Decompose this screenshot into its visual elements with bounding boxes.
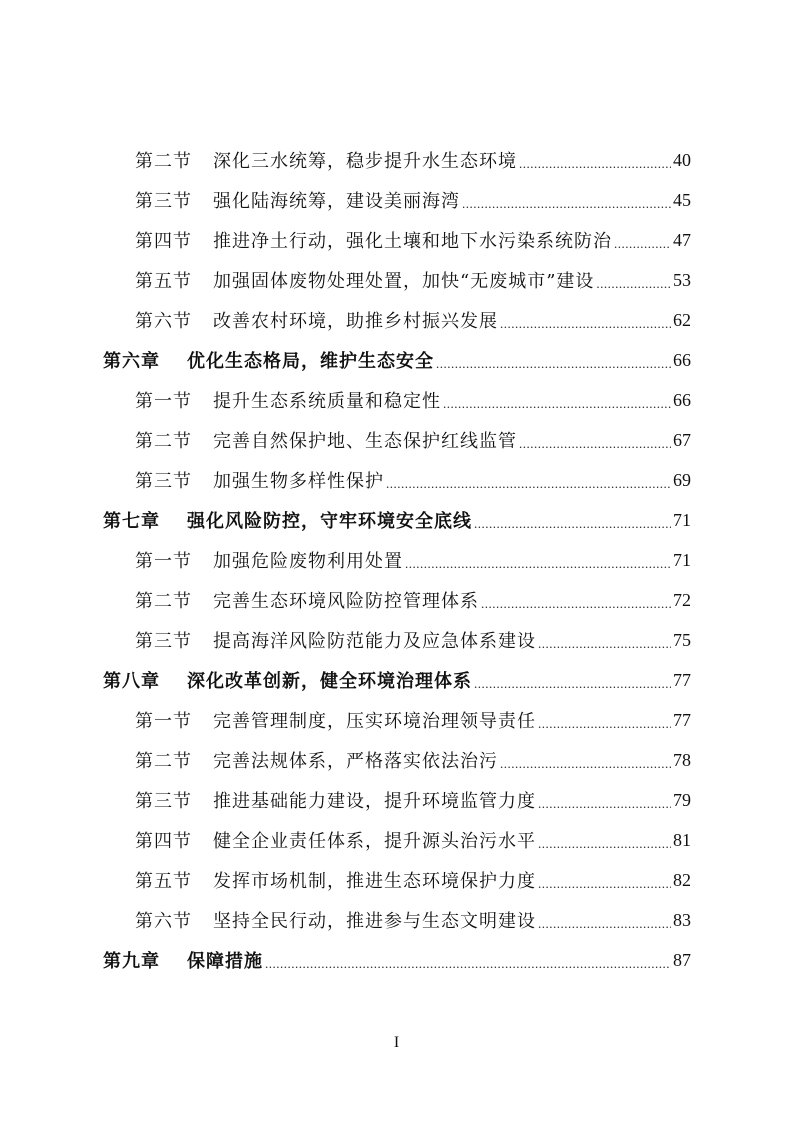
toc-entry-page: 83	[673, 909, 691, 930]
dot-leader	[405, 549, 671, 571]
toc-entry[interactable]	[135, 420, 691, 460]
toc-entry-title: 强化风险防控，守牢环境安全底线	[187, 511, 472, 532]
toc-entry-title: 改善农村环境，助推乡村振兴发展	[213, 311, 498, 332]
toc-entry-page: 82	[673, 869, 691, 890]
toc-entry-title: 加强危险废物利用处置	[213, 551, 403, 572]
toc-chapter-entry[interactable]	[103, 660, 691, 700]
toc-entry-page: 69	[673, 469, 691, 490]
toc-entry-page: 77	[673, 669, 691, 690]
toc-entry-number: 第一节	[135, 711, 192, 732]
dot-leader	[386, 469, 671, 491]
toc-entry-title: 坚持全民行动，推进参与生态文明建设	[213, 911, 536, 932]
toc-entry-title: 强化陆海统筹，建设美丽海湾	[213, 191, 460, 212]
dot-leader	[474, 509, 671, 531]
toc-entry-number: 第七章	[103, 511, 160, 532]
toc-entry-number: 第八章	[103, 671, 160, 692]
toc-entry[interactable]	[135, 620, 691, 660]
toc-entry[interactable]	[135, 180, 691, 220]
dot-leader	[596, 269, 671, 291]
toc-entry-title: 推进基础能力建设，提升环境监管力度	[213, 791, 536, 812]
toc-entry-title: 完善生态环境风险防控管理体系	[213, 591, 479, 612]
dot-leader	[481, 589, 671, 611]
toc-entry-page: 81	[673, 829, 691, 850]
toc-entry-title: 加强固体废物处理处置，加快“无废城市”建设	[213, 271, 595, 292]
toc-entry-number: 第六节	[135, 311, 192, 332]
toc-entry-page: 77	[673, 709, 691, 730]
toc-entry[interactable]	[135, 780, 691, 820]
dot-leader	[462, 189, 671, 211]
toc-entry[interactable]	[135, 580, 691, 620]
toc-entry-number: 第九章	[103, 951, 160, 972]
dot-leader	[538, 709, 671, 731]
toc-entry-number: 第二节	[135, 431, 192, 452]
toc-entry-number: 第二节	[135, 151, 192, 172]
toc-entry-title: 深化三水统筹，稳步提升水生态环境	[213, 151, 517, 172]
dot-leader	[265, 949, 671, 971]
toc-entry-title: 健全企业责任体系，提升源头治污水平	[213, 831, 536, 852]
dot-leader	[500, 309, 671, 331]
toc-entry-page: 66	[673, 349, 691, 370]
toc-entry-title: 深化改革创新，健全环境治理体系	[187, 671, 472, 692]
toc-entry-title: 完善管理制度，压实环境治理领导责任	[213, 711, 536, 732]
toc-entry-title: 完善自然保护地、生态保护红线监管	[213, 431, 517, 452]
toc-entry-page: 53	[673, 269, 691, 290]
toc-entry[interactable]	[135, 140, 691, 180]
dot-leader	[436, 349, 671, 371]
toc-entry-number: 第三节	[135, 191, 192, 212]
dot-leader	[474, 669, 671, 691]
toc-entry-title: 加强生物多样性保护	[213, 471, 384, 492]
toc-entry[interactable]	[135, 260, 691, 300]
toc-entry-number: 第六节	[135, 911, 192, 932]
toc-entry[interactable]	[135, 380, 691, 420]
toc-entry-title: 提升生态系统质量和稳定性	[213, 391, 441, 412]
toc-entry-number: 第三节	[135, 471, 192, 492]
toc-entry-page: 71	[673, 509, 691, 530]
toc-entry-number: 第二节	[135, 591, 192, 612]
toc-entry-page: 79	[673, 789, 691, 810]
toc-entry-page: 40	[673, 149, 691, 170]
toc-entry-page: 75	[673, 629, 691, 650]
toc-entry-title: 推进净土行动，强化土壤和地下水污染系统防治	[213, 231, 612, 252]
toc-entry-page: 45	[673, 189, 691, 210]
toc-entry-number: 第六章	[103, 351, 160, 372]
dot-leader	[614, 229, 671, 251]
toc-entry-page: 72	[673, 589, 691, 610]
toc-chapter-entry[interactable]	[103, 940, 691, 980]
toc-entry[interactable]	[135, 460, 691, 500]
toc-entry[interactable]	[135, 740, 691, 780]
toc-entry-number: 第五节	[135, 871, 192, 892]
dot-leader	[538, 789, 671, 811]
toc-entry[interactable]	[135, 860, 691, 900]
toc-entry-title: 发挥市场机制，推进生态环境保护力度	[213, 871, 536, 892]
toc-entry-number: 第四节	[135, 231, 192, 252]
dot-leader	[443, 389, 671, 411]
toc-entry-page: 78	[673, 749, 691, 770]
dot-leader	[538, 629, 671, 651]
dot-leader	[519, 149, 671, 171]
dot-leader	[500, 749, 671, 771]
toc-entry[interactable]	[135, 900, 691, 940]
toc-entry-number: 第三节	[135, 791, 192, 812]
dot-leader	[538, 909, 671, 931]
toc-entry-number: 第三节	[135, 631, 192, 652]
toc-entry-title: 提高海洋风险防范能力及应急体系建设	[213, 631, 536, 652]
toc-entry-number: 第四节	[135, 831, 192, 852]
toc-entry-number: 第一节	[135, 551, 192, 572]
toc-entry[interactable]	[135, 300, 691, 340]
toc-entry-page: 67	[673, 429, 691, 450]
toc-entry-page: 47	[673, 229, 691, 250]
toc-entry-page: 66	[673, 389, 691, 410]
dot-leader	[519, 429, 671, 451]
toc-chapter-entry[interactable]	[103, 500, 691, 540]
toc-entry-title: 优化生态格局，维护生态安全	[187, 351, 434, 372]
dot-leader	[538, 869, 671, 891]
toc-chapter-entry[interactable]	[103, 340, 691, 380]
dot-leader	[538, 829, 671, 851]
toc-entry[interactable]	[135, 820, 691, 860]
toc-entry-title: 完善法规体系，严格落实依法治污	[213, 751, 498, 772]
toc-entry-title: 保障措施	[187, 951, 263, 972]
toc-entry[interactable]	[135, 700, 691, 740]
page-number: I	[393, 1034, 400, 1051]
toc-entry-number: 第五节	[135, 271, 192, 292]
toc-entry[interactable]	[135, 540, 691, 580]
toc-entry-page: 87	[673, 949, 691, 970]
toc-entry-number: 第一节	[135, 391, 192, 412]
toc-entry-page: 71	[673, 549, 691, 570]
toc-entry-number: 第二节	[135, 751, 192, 772]
toc-entry-page: 62	[673, 309, 691, 330]
toc-entry[interactable]	[135, 220, 691, 260]
